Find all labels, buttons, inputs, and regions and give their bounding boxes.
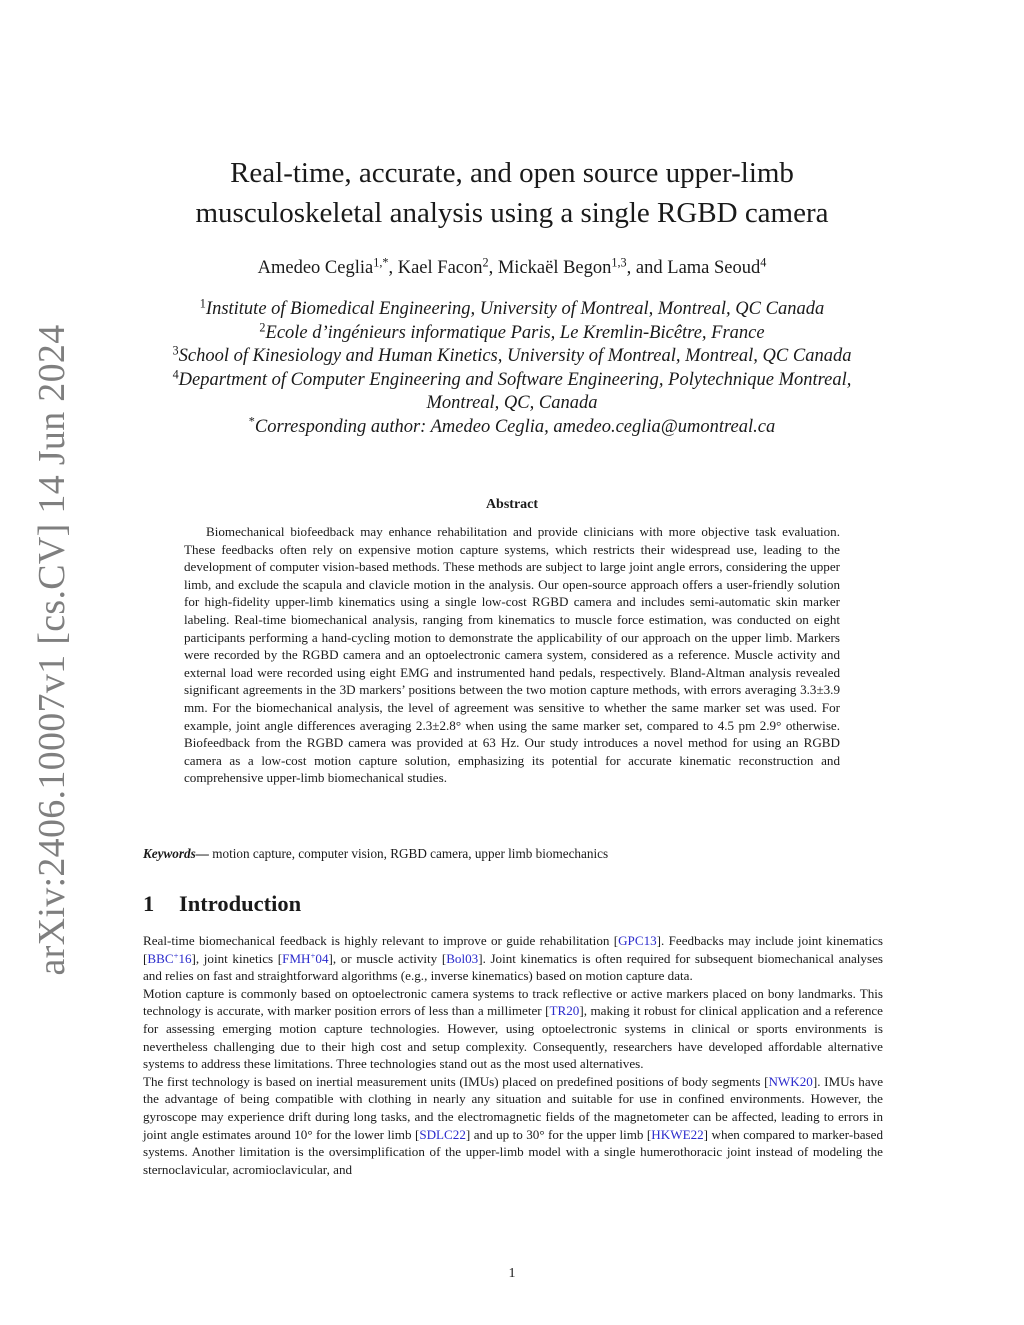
affiliation-line: $^4$Department of Computer Engineering and Software Engineering, Polytechnique Montreal,: [172, 366, 852, 390]
paragraph-text: ] when compared to marker-based systems. Another limitation is the oversimplification of the upper-limb model with a single humerothoracic joint instead of modeling the sternoclavicular, acromioclavicular, and: [143, 1126, 884, 1177]
paragraph-text: ], or muscle activity [: [328, 950, 447, 966]
abstract-text: Biomechanical biofeedback may enhance rehabilitation and provide clinicians with more objective task evaluation. These feedbacks often rely on expensive motion capture systems, which restricts their widespread use, leading to the development of computer vision-based methods. These methods are subject to large joint angle errors, considering the upper limb, and exclude the scapula and clavicle motion in the analysis. Our open-source approach offers a user-friendly solution for high-fidelity upper-limb kinematics using a single low-cost RGBD camera and includes semi-automatic skin marker labeling. Real-time biomechanical analysis, ranging from kinematics to muscle force estimation, was conducted on eight participants performing a hand-cycling motion to demonstrate the applicability of our approach on the upper limb. Markers were recorded by the RGBD camera and an optoelectronic camera system, considered as a reference. Muscle activity and external load were recorded using eight EMG and instrumented hand pedals, respectively. Bland-Altman analysis revealed significant agreements in the 3D markers’ positions between the two motion capture methods, with errors averaging 3.3±3.9 mm. For the biomechanical analysis, the level of agreement was sensitive to whether the same marker set was used. For example, joint angle differences averaging 2.3±2.8° when using the same marker set, compared to 4.5 pm 2.9° otherwise. Biofeedback from the RGBD camera was provided at 63 Hz. Our study introduces a novel method for using an RGBD camera as a low-cost motion capture solution, emphasizing its potential for accurate kinematic reconstruction and comprehensive upper-limb biomechanical studies.: [184, 524, 840, 786]
author: Mickaël Begon$^{1,3}$, and: [497, 255, 668, 278]
paragraph: [143, 932, 883, 985]
page-number: 1: [508, 1266, 516, 1281]
affiliation-line: $^1$Institute of Biomedical Engineering, University of Montreal, Montreal, QC Canada: [199, 296, 825, 319]
title-line-2: musculoskeletal analysis using a single RGBD camera: [195, 197, 829, 229]
affiliation-line: Montreal, QC, Canada: [426, 393, 598, 413]
citation-link[interactable]: NWK20: [768, 1073, 813, 1089]
title-line-1: Real-time, accurate, and open source upper-limb: [230, 157, 794, 189]
paragraph-text: ], making it robust for clinical application and a reference for assessing emerging motion capture technologies. However, using optoelectronic systems in clinical or sports environments is nevertheless challenging due to their high cost and setup complexity. Consequently, researchers have developed affordable alternative systems to address these limitations. Three technologies stand out as the most used alternatives.: [143, 1003, 883, 1072]
section-title: Introduction: [179, 891, 302, 916]
paragraph-text: ]. IMUs have the advantage of being compatible with clothing in nearly any situation and suitable for use in confined environments. However, the gyroscope may experience drift during long tasks, and the electromagnetic fields of the magnetometer can be affected, leading to errors in joint angle estimates around 10° for the lower limb [: [143, 1073, 884, 1142]
paragraph: [143, 1073, 883, 1179]
citation-link[interactable]: Bol03: [446, 950, 479, 966]
author: Kael Facon$^2$,: [397, 255, 498, 278]
paragraph-text: ]. Joint kinematics is often required for subsequent biomechanical analyses and relies on fast and straightforward algorithms (e.g., inverse kinematics) based on motion capture data.: [143, 950, 883, 984]
citation-link[interactable]: BBC+16: [147, 949, 192, 966]
section-number: 1: [143, 891, 155, 916]
paragraph-text: Motion capture is commonly based on optoelectronic camera systems to track reflective or active markers placed on bony landmarks. This technology is accurate, with marker position errors of less than a millimeter [: [143, 985, 883, 1019]
author: Lama Seoud$^4$: [667, 255, 767, 278]
affiliations: [0, 298, 1024, 439]
keywords: [143, 846, 883, 862]
paragraph-text: ]. Feedbacks may include joint kinematics [: [143, 933, 883, 966]
author-list: [0, 255, 1024, 279]
citation-link[interactable]: GPC13: [618, 933, 657, 948]
paragraph-text: The first technology is based on inertial measurement units (IMUs) placed on predefined positions of body segments [: [143, 1073, 769, 1089]
introduction-body: [143, 932, 883, 1178]
affiliation-line: $^3$School of Kinesiology and Human Kinetics, University of Montreal, Montreal, QC Canada: [172, 343, 852, 366]
paper-title: [0, 153, 1024, 233]
paragraph-text: ] and up to 30° for the upper limb [: [465, 1126, 652, 1142]
citation-link[interactable]: SDLC22: [419, 1126, 466, 1142]
keywords-label: Keywords—: [143, 846, 209, 861]
keywords-list: motion capture, computer vision, RGBD camera, upper limb biomechanics: [208, 846, 609, 861]
citation-link[interactable]: HKWE22: [651, 1126, 704, 1142]
abstract-heading: Abstract: [485, 497, 539, 512]
section-heading-introduction: [143, 891, 301, 917]
paragraph: [143, 985, 883, 1073]
corresponding-author: *Corresponding author: Amedeo Ceglia, amedeo.ceglia@umontreal.ca: [248, 413, 776, 437]
author: Amedeo Ceglia$^{1,*}$,: [257, 255, 398, 278]
affiliation-line: $^2$Ecole d’ingénieurs informatique Paris, Le Kremlin-Bicêtre, France: [259, 319, 765, 343]
paragraph-text: ], joint kinetics [: [191, 950, 283, 966]
arxiv-identifier-stamp: arXiv:2406.10007v1 [cs.CV] 14 Jun 2024: [31, 324, 73, 976]
paragraph-text: Real-time biomechanical feedback is highly relevant to improve or guide rehabilitation [: [143, 933, 619, 948]
citation-link[interactable]: FMH+04: [282, 949, 329, 966]
citation-link[interactable]: TR20: [549, 1003, 580, 1019]
